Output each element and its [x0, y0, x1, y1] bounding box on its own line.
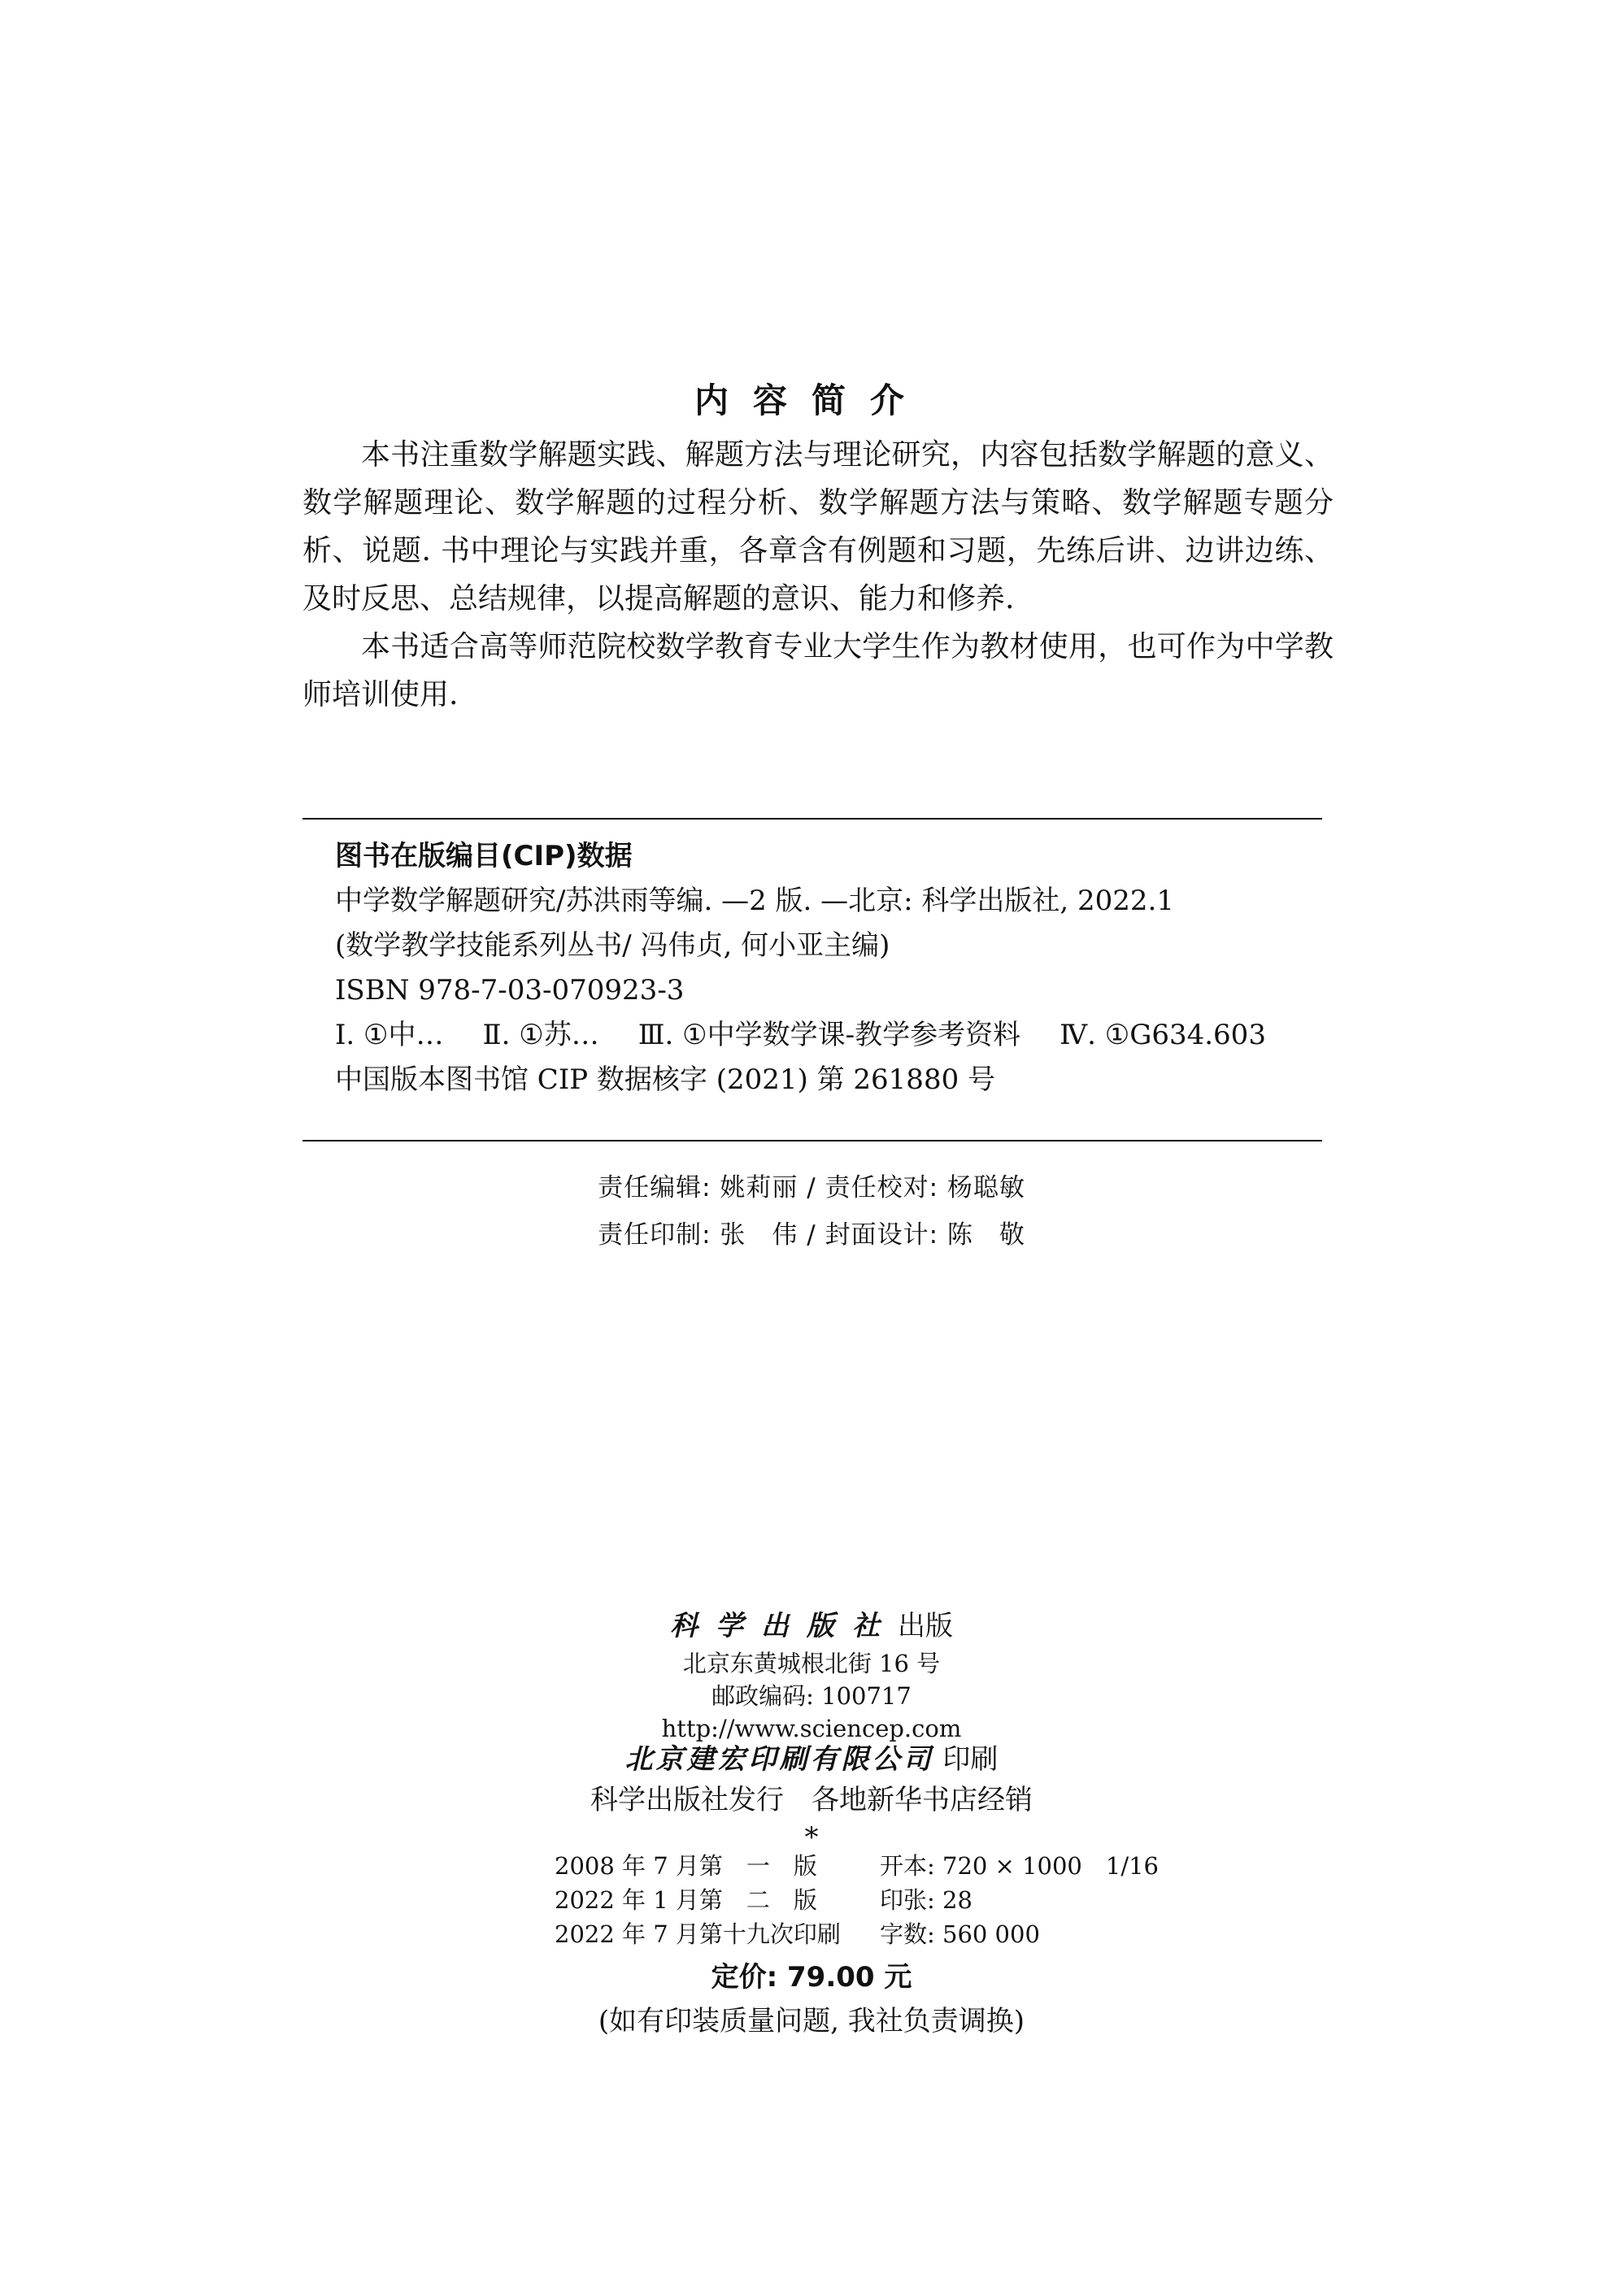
cip-block [335, 834, 1335, 1102]
staff-credits [0, 1164, 1623, 1259]
cip-top-rule [302, 818, 1322, 820]
cip-line-series: (数学教学技能系列丛书/ 冯伟贞, 何小亚主编) [335, 929, 890, 962]
edition-row [555, 1849, 1159, 1883]
publisher-suffix: 出版 [898, 1610, 953, 1642]
publisher-name: 科学出版社 [670, 1610, 898, 1642]
edition-spec: 字数: 560 000 [880, 1920, 1040, 1948]
cip-heading: 图书在版编目(CIP)数据 [335, 840, 633, 872]
distribution-line: 科学出版社发行 各地新华书店经销 [590, 1784, 1033, 1816]
cip-line-record: 中国版本图书馆 CIP 数据核字 (2021) 第 261880 号 [335, 1063, 996, 1096]
cip-bottom-rule [302, 1140, 1322, 1141]
printer-suffix: 印刷 [942, 1743, 999, 1776]
publisher-url: http://www.sciencep.com [661, 1715, 962, 1742]
intro-paragraph-1: 本书注重数学解题实践、解题方法与理论研究，内容包括数学解题的意义、数学解题理论、数学解题的过程分析、数学解题方法与策略、数学解题专题分析、说题. 书中理论与实践并重，各章含有例题和习题，先练后讲、边讲边练、及时反思、总结规律，以提高解题的意识、能力和修养. [302, 438, 1334, 615]
separator-star: * [804, 1821, 819, 1854]
cip-class-1: Ⅰ. ①中… [335, 1019, 444, 1051]
edition-date: 2022 年 1 月第 二 版 [555, 1886, 817, 1914]
edition-spec: 开本: 720 × 1000 1/16 [880, 1852, 1160, 1880]
printer-line [0, 1740, 1623, 1779]
quality-note: (如有印装质量问题, 我社负责调换) [598, 2005, 1025, 2037]
cip-line-title: 中学数学解题研究/苏洪雨等编. —2 版. —北京: 科学出版社, 2022.1 [335, 885, 1174, 917]
intro-paragraph-2: 本书适合高等师范院校数学教育专业大学生作为教材使用，也可作为中学教师培训使用. [302, 630, 1334, 711]
price: 定价: 79.00 元 [711, 1961, 912, 1994]
edition-table [555, 1849, 1159, 1951]
edition-date: 2022 年 7 月第十九次印刷 [555, 1920, 841, 1948]
intro-body [302, 431, 1334, 719]
intro-title: 内容简介 [694, 380, 929, 420]
edition-row [555, 1883, 1159, 1917]
publisher-address: 北京东黄城根北街 16 号 [682, 1650, 941, 1677]
staff-line-2: 责任印制: 张 伟 / 封面设计: 陈 敬 [598, 1220, 1025, 1250]
edition-spec: 印张: 28 [880, 1886, 972, 1914]
publisher-line [0, 1607, 1623, 1646]
staff-line-1: 责任编辑: 姚莉丽 / 责任校对: 杨聪敏 [598, 1173, 1025, 1202]
publisher-postcode: 邮政编码: 100717 [711, 1682, 912, 1710]
cip-class-2: Ⅱ. ①苏… [482, 1019, 599, 1051]
edition-row [555, 1917, 1159, 1951]
cip-class-3: Ⅲ. ①中学数学课-教学参考资料 [637, 1019, 1021, 1051]
edition-date: 2008 年 7 月第 一 版 [555, 1852, 817, 1880]
cip-class-4: Ⅳ. ①G634.603 [1060, 1019, 1266, 1051]
printer-name: 北京建宏印刷有限公司 [624, 1743, 934, 1776]
cip-line-isbn: ISBN 978-7-03-070923-3 [335, 974, 685, 1007]
cip-line-classification [335, 1013, 1335, 1058]
